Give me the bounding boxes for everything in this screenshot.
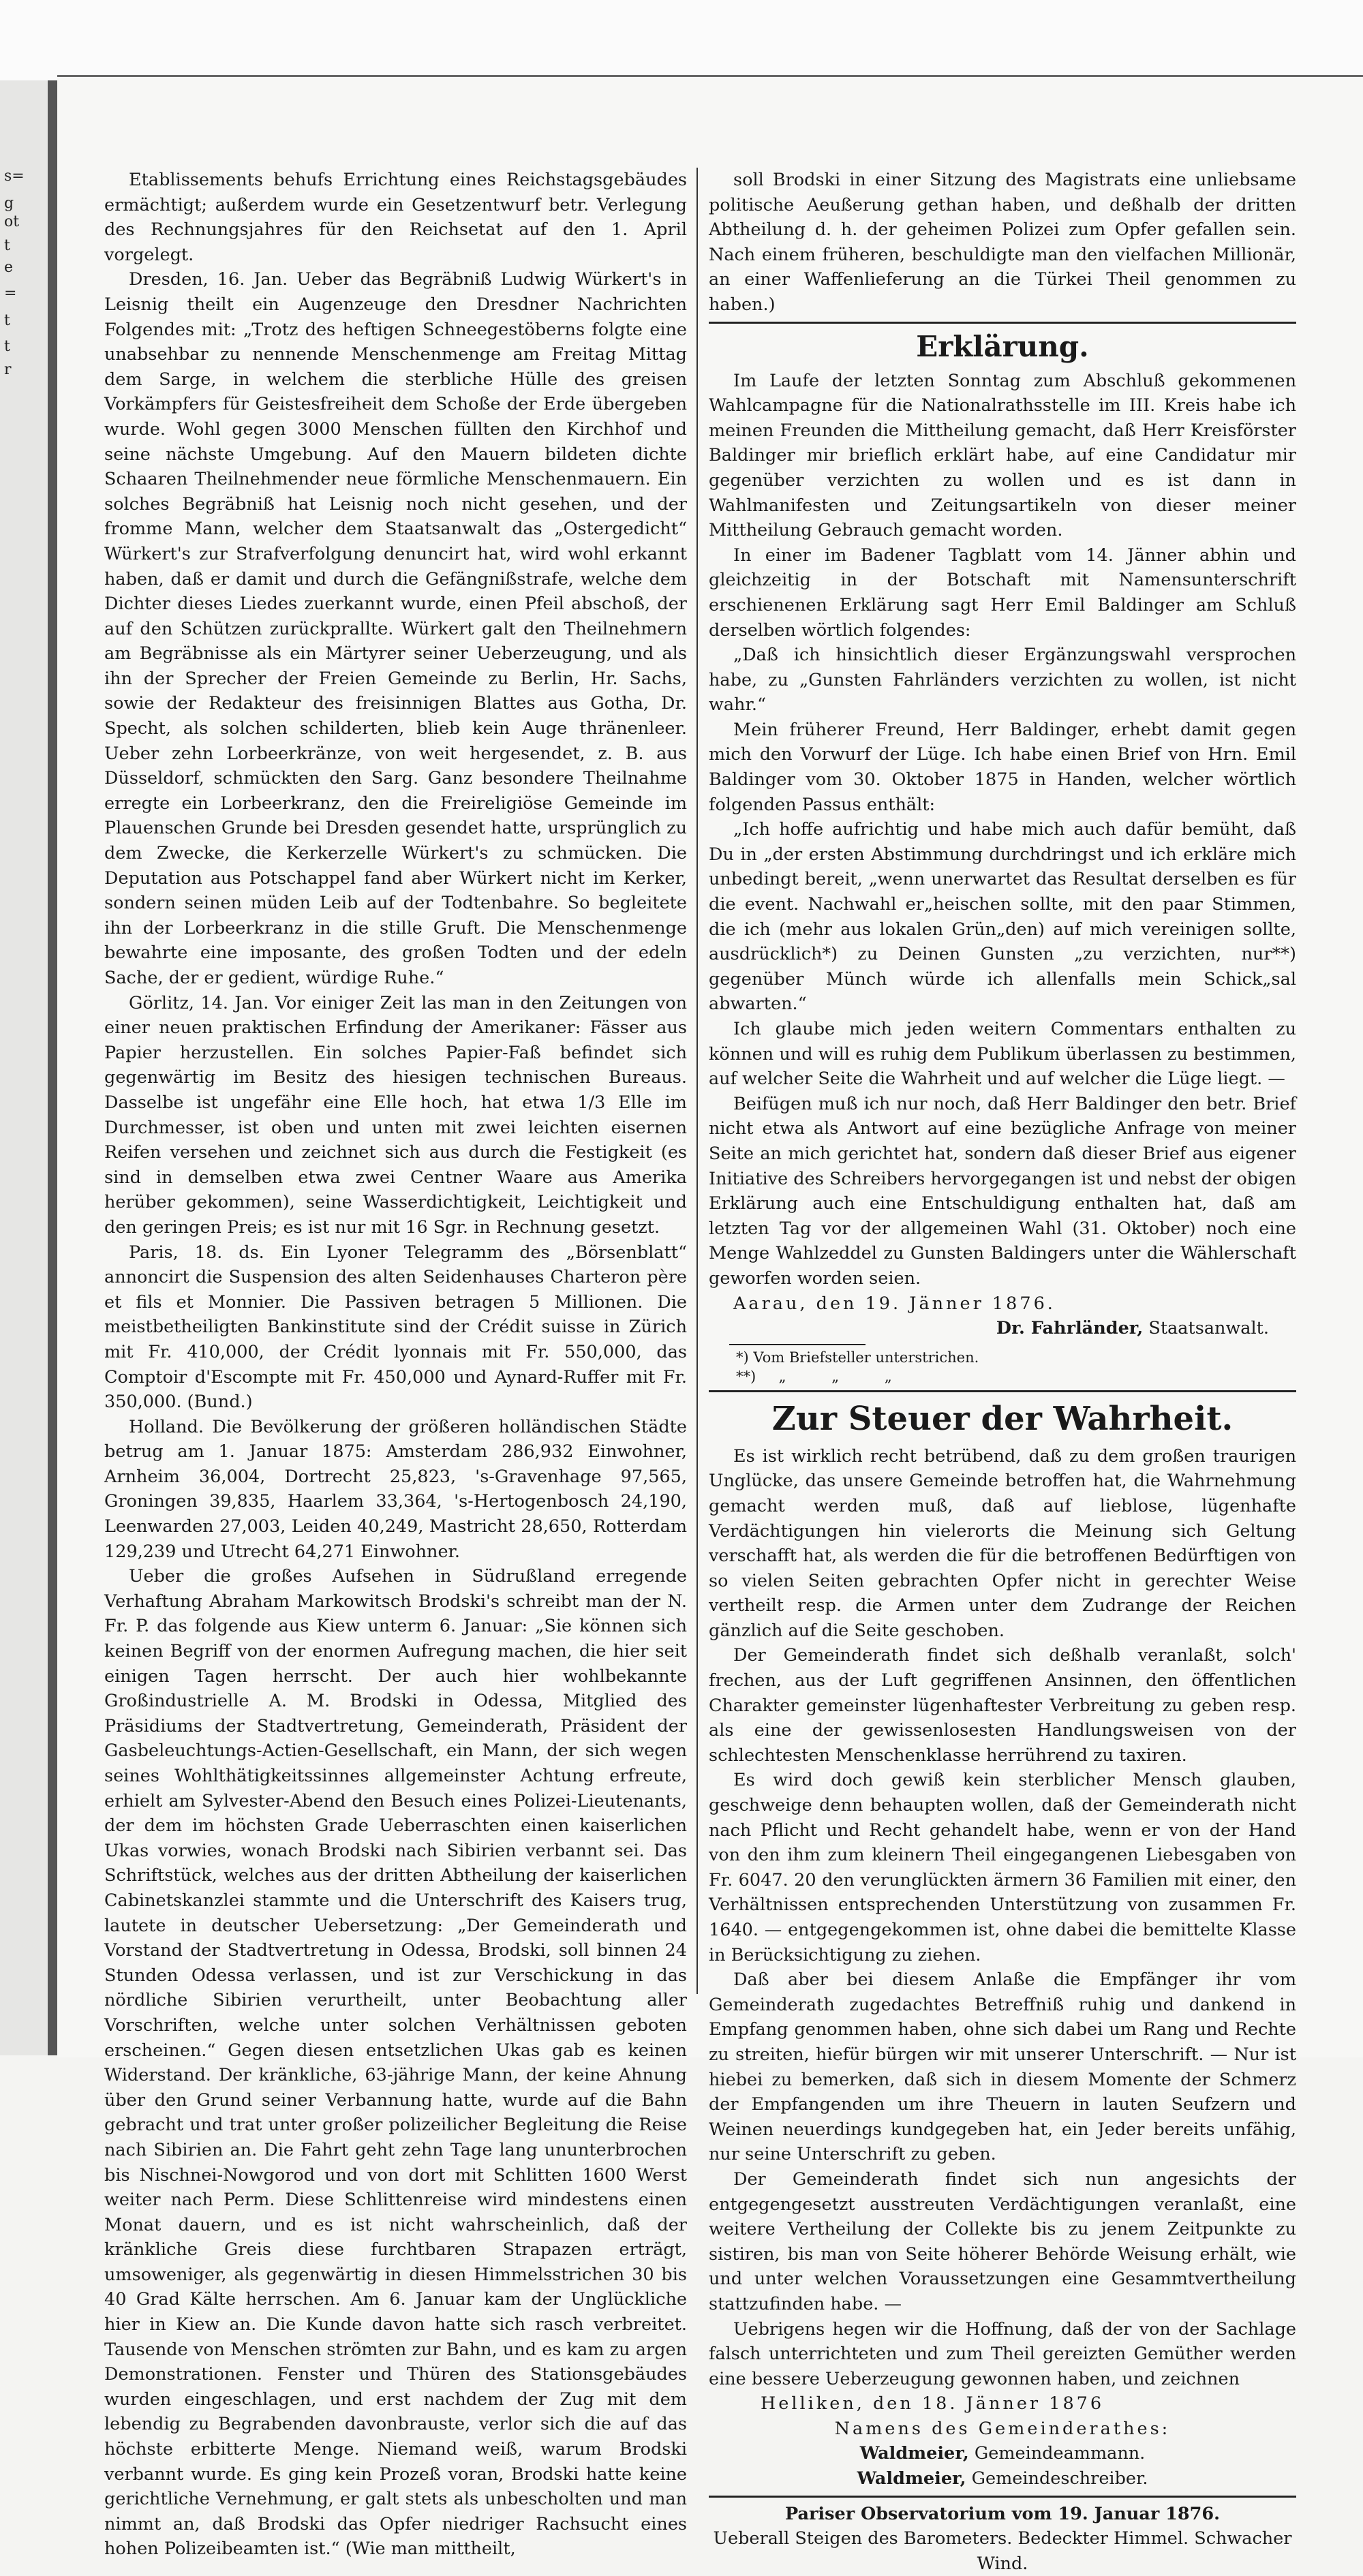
- steuer-signature-1: [709, 2441, 1296, 2466]
- steuer-paragraph: Es wird doch gewiß kein sterblicher Mensch glauben, geschweige denn behaupten wollen, daß der Gemeinderath nicht nach Pflicht und Recht gehandelt habe, wenn er von der Hand von den ihm zum kleinern Theil eingegangenen Liebesgaben von Fr. 6047. 20 den verunglückten ärmern 36 Familien mit einer, den Verhältnissen entsprechenden Unterstützung von zusammen Fr. 1640. — entgegengekommen ist, ohne dabei die bemittelte Klasse in Berücksichtigung zu ziehen.: [709, 1770, 1296, 1965]
- erklaerung-signature: [709, 1316, 1296, 1341]
- previous-page-edge: [0, 80, 57, 2055]
- margin-fragment: t: [4, 312, 10, 329]
- weather-report: Ueberall Steigen des Barometers. Bedeckter Himmel. Schwacher Wind.: [713, 2528, 1292, 2574]
- signature-title: Gemeindeschreiber.: [971, 2468, 1148, 2489]
- left-column: [104, 168, 687, 2562]
- steuer-heading: Zur Steuer der Wahrheit.: [771, 1399, 1234, 1438]
- article-reichstag-continuation: Etablissements behufs Errichtung eines Reichstagsgebäudes ermächtigt; außerdem wurde ein Gesetzentwurf betr. Verlegung des Rechnungsjahres für den Reichsetat auf den 1. April vorgelegt.: [104, 170, 687, 265]
- section-divider: [709, 1390, 1296, 1392]
- steuer-paragraph: Der Gemeinderath findet sich nun angesichts der entgegengesetzt ausstreuten Verdächtigungen veranlaßt, eine weitere Vertheilung der Collekte bis zu jenem Zeitpunkte zu sistiren, bis man von Seite höherer Behörde Weisung erhält, wie und unter welchen Voraussetzungen eine Gesammtvertheilung stattzufinden habe. —: [709, 2168, 1296, 2314]
- erklaerung-place-date: Aarau, den 19. Jänner 1876.: [733, 1293, 1056, 1314]
- steuer-paragraph: Es ist wirklich recht betrübend, daß zu dem großen traurigen Unglücke, das unsere Gemeinde betroffen hat, die Wahrnehmung gemacht werden muß, daß auf lieblose, lügenhafte Verdächtigungen hin vielerorts die Meinung sich Geltung verschafft hat, als werden die für die betroffenen Bedürftigen von so vielen Seiten gebrachten Opfer nicht in gerechter Weise vertheilt resp. die Armen unter dem Zudrange der Reichen gänzlich auf die Seite geschoben.: [709, 1445, 1296, 1641]
- steuer-place-date: Helliken, den 18. Jänner 1876: [761, 2393, 1105, 2414]
- erklaerung-paragraph: Mein früherer Freund, Herr Baldinger, erhebt damit gegen mich den Vorwurf der Lüge. Ich habe einen Brief von Hrn. Emil Baldinger vom 30. Oktober 1875 in Handen, welcher wörtlich folgenden Passus enthält:: [709, 719, 1296, 815]
- signature-name: Waldmeier,: [859, 2443, 969, 2464]
- steuer-on-behalf: Namens des Gemeinderathes:: [834, 2418, 1171, 2439]
- article-goerlitz: Görlitz, 14. Jan. Vor einiger Zeit las man in den Zeitungen von einer neuen praktischen Erfindung der Amerikaner: Fässer aus Papier herzustellen. Ein solches Papier-Faß befindet sich gegenwärtig im Besitz des hiesigen technischen Bureaus. Dasselbe ist ungefähr eine Elle hoch, hat etwa 1/3 Elle im Durchmesser, ist oben und unten mit zwei leichten eisernen Reifen versehen und zeichnet sich aus durch die Festigkeit (es sind in demselben etwa zwei Centner Waare aus Amerika herüber gekommen), seine Wasserdichtigkeit, Leichtigkeit und den geringen Preis; es ist nur mit 16 Sgr. in Rechnung gesetzt.: [104, 992, 687, 1238]
- footnote: *) Vom Briefsteller unterstrichen.: [736, 1349, 979, 1366]
- signature-title: Staatsanwalt.: [1148, 1318, 1269, 1339]
- erklaerung-paragraph: In einer im Badener Tagblatt vom 14. Jänner abhin und gleichzeitig in der Botschaft mit Namensunterschrift erschienenen Erklärung sagt Herr Emil Baldinger am Schluß derselben wörtlich folgendes:: [709, 545, 1296, 641]
- margin-fragment: =: [4, 285, 17, 302]
- margin-fragment: t: [4, 338, 10, 355]
- footnote: **) „ „ „: [736, 1368, 892, 1385]
- article-brodski: Ueber die großes Aufsehen in Südrußland erregende Verhaftung Abraham Markowitsch Brodski's schreibt man der N. Fr. P. das folgende aus Kiew unterm 6. Januar: „Sie können sich keinen Begriff von der enormen Aufregung machen, die hier seit einigen Tagen herrscht. Der auch hier wohlbekannte Großindustrielle A. M. Brodski in Odessa, Mitglied des Präsidiums der Stadtvertretung, Gemeinderath, Präsident der Gasbeleuchtungs-Actien-Gesellschaft, ein Mann, der sich wegen seines Wohlthätigkeitssinnes allgemeinster Achtung erfreute, erhielt am Sylvester-Abend den Besuch eines Polizei-Lieutenants, der dem im höchsten Grade Ueberraschten einen kaiserlichen Ukas vorwies, wonach Brodski nach Sibirien verbannt sei. Das Schriftstück, welches aus der dritten Abtheilung der kaiserlichen Cabinetskanzlei stammte und die Unterschrift des Kaisers trug, lautete in deutscher Uebersetzung: „Der Gemeinderath und Vorstand der Stadtvertretung in Odessa, Brodski, soll binnen 24 Stunden Odessa verlassen, und ist zur Verschickung in das nördliche Sibirien verurtheilt, unter Beobachtung aller Vorschriften, welche unter solchen Verhältnissen geboten erscheinen.“ Gegen diesen entsetzlichen Ukas gab es keinen Widerstand. Der kränkliche, 63-jährige Mann, der keine Ahnung über den Grund seiner Verbannung hatte, wurde auf die Bahn gebracht und trat unter großer polizeilicher Begleitung die Reise nach Sibirien an. Die Fahrt geht zehn Tage lang ununterbrochen bis Nischnei-Nowgorod und von dort mit Schlitten 1600 Werst weiter nach Perm. Diese Schlittenreise wird mindestens einen Monat dauern, und es ist nicht wahrscheinlich, daß der kränkliche Greis diese furchtbaren Strapazen erträgt, umsoweniger, als gegenwärtig in diesen Himmelsstrichen 30 bis 40 Grad Kälte herrschen. Am 6. Januar kam der Unglückliche hier in Kiew an. Die Kunde davon hatte sich rasch verbreitet. Tausende von Menschen strömten zur Bahn, und es kam zu argen Demonstrationen. Fenster und Thüren des Stationsgebäudes wurden eingeschlagen, und erst nachdem der Zug mit dem lebendig zu Begrabenden davonbrauste, verlor sich die auf das höchste erbitterte Menge. Niemand weiß, warum Brodski verbannt wurde. Es ging kein Prozeß voran, Brodski hatte keine gerichtliche Vernehmung, er galt stets als unbescholten und man nimmt an, daß Brodski das Opfer niedriger Rachsucht eines hohen Polizeibeamten ist.“ (Wie man mittheilt,: [104, 1566, 687, 2560]
- erklaerung-paragraph: Im Laufe der letzten Sonntag zum Abschluß gekommenen Wahlcampagne für die Nationalrathsstelle im III. Kreis habe ich meinen Freunden die Mittheilung gemacht, daß Herr Kreisförster Baldinger mir brieflich erklärt habe, auf eine Candidatur mir gegenüber verzichten zu wollen und es ist dann in Wahlmanifesten und Zeitungsartikeln von dieser meiner Mittheilung Gebrauch gemacht worden.: [709, 370, 1296, 541]
- footnote-rule: [729, 1344, 866, 1345]
- article-brodski-continuation: soll Brodski in einer Sitzung des Magistrats eine unliebsame politische Aeußerung gethan haben, und deßhalb der dritten Abtheilung d. h. der geheimen Polizei zum Opfer gefallen sein. Nach einem früheren, beschuldigte man den vielfachen Millionär, an einer Waffenlieferung an die Türkei Theil genommen zu haben.): [709, 170, 1296, 315]
- section-divider: [709, 322, 1296, 324]
- margin-fragment: g: [4, 195, 14, 212]
- erklaerung-letter-quote: „Ich hoffe aufrichtig und habe mich auch dafür bemüht, daß Du in „der ersten Abstimmung durchdringst und ich erkläre mich unbedingt bereit, „wenn unerwartet das Resultat derselben es für die event. Nachwahl er„heischen sollte, mit den paar Stimmen, die ich (mehr aus lokalen Grün„den) auf mich vereinigen sollte, ausdrücklich*) zu Deinen Gunsten „zu verzichten, nur**) gegenüber Münch würde ich allenfalls mein Schick„sal abwarten.“: [709, 819, 1296, 1015]
- margin-fragment: s=: [4, 168, 25, 185]
- steuer-paragraph: Der Gemeinderath findet sich deßhalb veranlaßt, solch' frechen, aus der Luft gegriffenen Ansinnen, den öffentlichen Charakter gemeinster lügenhaftester Verbreitung zu geben resp. als eine der gewissenlosesten Handlungsweisen von der schlechtesten Menschenklasse herrührend zu taxiren.: [709, 1645, 1296, 1766]
- erklaerung-quote: „Daß ich hinsichtlich dieser Ergänzungswahl versprochen habe, zu „Gunsten Fahrländers verzichten zu wollen, ist nicht wahr.“: [709, 645, 1296, 716]
- margin-fragment: ot: [4, 213, 20, 230]
- weather-heading: Pariser Observatorium vom 19. Januar 1876.: [784, 2503, 1220, 2524]
- margin-fragment: e: [4, 259, 14, 276]
- margin-fragment: t: [4, 237, 10, 254]
- article-holland: Holland. Die Bevölkerung der größeren holländischen Städte betrug am 1. Januar 1875: Amsterdam 286,932 Einwohner, Arnheim 36,004, Dortrecht 25,823, 's-Gravenhage 97,565, Groningen 39,835, Haarlem 33,364, 's-Hertogenbosch 24,190, Leenwarden 27,003, Leiden 40,249, Mastricht 28,650, Rotterdam 129,239 und Utrecht 64,271 Einwohner.: [104, 1416, 687, 1562]
- erklaerung-paragraph: Ich glaube mich jeden weitern Commentars enthalten zu können und will es ruhig dem Publikum überlassen zu bestimmen, auf welcher Seite die Wahrheit und auf welcher die Lüge liegt. —: [709, 1019, 1296, 1090]
- erklaerung-heading: Erklärung.: [916, 329, 1089, 363]
- signature-name: Waldmeier,: [857, 2468, 966, 2489]
- article-paris: Paris, 18. ds. Ein Lyoner Telegramm des „Börsenblatt“ annoncirt die Suspension des alten Seidenhauses Charteron père et fils et Monnier. Die Passiven betragen 5 Millionen. Die meistbetheiligten Bankinstitute sind der Crédit suisse in Zürich mit Fr. 410,000, der Crédit lyonnais mit Fr. 550,000, das Comptoir d'Escompte mit Fr. 450,000 und Aynard-Ruffer mit Fr. 350,000. (Bund.): [104, 1242, 687, 1413]
- erklaerung-paragraph: Beifügen muß ich nur noch, daß Herr Baldinger den betr. Brief nicht etwa als Antwort auf eine bezügliche Anfrage von meiner Seite an mich gerichtet hat, sondern daß dieser Brief aus eigener Initiative des Schreibers hervorgegangen ist und nebst der obigen Erklärung auch eine Entschuldigung enthalten hat, daß am letzten Tag vor der allgemeinen Wahl (31. Oktober) noch eine Menge Wahlzeddel zu Gunsten Baldingers unter die Wählerschaft geworfen worden seien.: [709, 1093, 1296, 1289]
- steuer-paragraph: Daß aber bei diesem Anlaße die Empfänger ihr vom Gemeinderath zugedachtes Betreffniß ruhig und dankend in Empfang genommen haben, ohne sich dabei um Rang und Rechte zu streiten, hiefür bürgen wir mit unserer Unterschrift. — Nur ist hiebei zu bemerken, daß sich in diesem Momente der Schmerz der Empfangenden um ihre Theuern in lauten Seufzern und Weinen neuerdings kundgegeben hat, ein Jeder bereits unfähig, nur seine Unterschrift zu geben.: [709, 1969, 1296, 2165]
- steuer-signature-2: [709, 2466, 1296, 2491]
- section-divider: [709, 2496, 1296, 2498]
- signature-title: Gemeindeammann.: [974, 2443, 1146, 2464]
- article-dresden: Dresden, 16. Jan. Ueber das Begräbniß Ludwig Würkert's in Leisnig theilt ein Augenzeuge den Dresdner Nachrichten Folgendes mit: „Trotz des heftigen Schneegestöberns folgte eine unabsehbar zu nennende Menschenmenge am Freitag Mittag dem Sarge, in welchem die sterbliche Hülle des greisen Vorkämpfers für Geistesfreiheit dem Schoße der Erde übergeben wurde. Wohl gegen 3000 Menschen füllten den Kirchhof und seine nächste Umgebung. Auf den Mauern bildeten dichte Schaaren Theilnehmender neue förmliche Menschenmauern. Ein solches Begräbniß hat Leisnig noch nicht gesehen, und der fromme Mann, welcher dem Staatsanwalt das „Ostergedicht“ Würkert's zur Strafverfolgung denuncirt hat, wird wohl erkannt haben, daß er damit und durch die Gefängnißstrafe, welche dem Dichter dieses Liedes zuerkannt wurde, einen Pfeil abschoß, der auf den Schützen zurückprallte. Würkert galt den Theilnehmern am Begräbnisse als ein Märtyrer seiner Ueberzeugung, und als ihn der Sprecher der Freien Gemeinde zu Berlin, Hr. Sachs, sowie der Redakteur des freisinnigen Blattes aus Gotha, Dr. Specht, als solchen schilderten, blieb kein Auge thränenleer. Ueber zehn Lorbeerkränze, von weit hergesendet, z. B. aus Düsseldorf, schmückten den Sarg. Ganz besondere Theilnahme erregte ein Lorbeerkranz, den die Freireligiöse Gemeinde im Plauenschen Grunde bei Dresden gesendet hatte, ursprünglich zu dem Zwecke, die Kerkerzelle Würkert's zu schmücken. Die Deputation aus Potschappel fand aber Würkert nicht im Kerker, sondern seinen müden Leib auf der Todtenbahre. So begleitete ihn der Lorbeerkranz in die stille Gruft. Die Menschenmenge bewahrte eine imposante, des großen Todten und der edeln Sache, der er gedient, würdige Ruhe.“: [104, 269, 687, 988]
- column-divider: [696, 168, 698, 1994]
- right-column: [709, 168, 1296, 2576]
- scan-background: [0, 0, 1363, 82]
- margin-fragment: r: [4, 361, 12, 378]
- steuer-paragraph: Uebrigens hegen wir die Hoffnung, daß der von der Sachlage falsch unterrichteten und zum Theil gereizten Gemüther werden eine bessere Ueberzeugung gewonnen haben, und zeichnen: [709, 2318, 1296, 2389]
- signature-name: Dr. Fahrländer,: [996, 1318, 1144, 1339]
